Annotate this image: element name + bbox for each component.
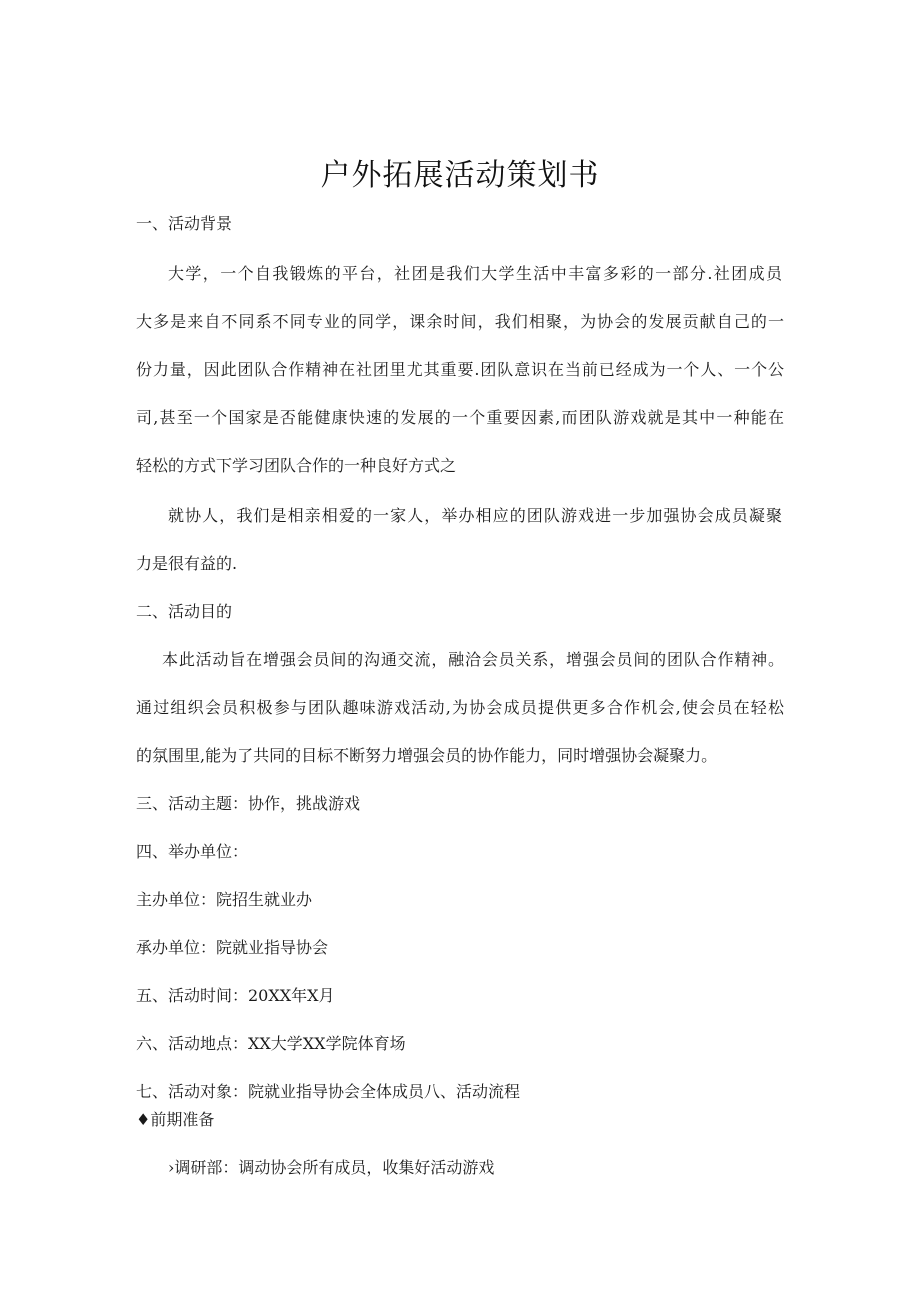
paragraph-line: 司,甚至一个国家是否能健康快速的发展的一个重要因素,而团队游戏就是其中一种能在 bbox=[136, 408, 784, 427]
host-unit: 主办单位：院招生就业办 bbox=[136, 890, 313, 909]
section-heading-organizer: 四、举办单位： bbox=[136, 842, 249, 861]
paragraph-line: 就协人，我们是相亲相爱的一家人，举办相应的团队游戏进一步加强协会成员凝聚 bbox=[168, 506, 782, 525]
research-item: ›调研部：调动协会所有成员，收集好活动游戏 bbox=[168, 1158, 495, 1177]
prep-bullet: ♦前期准备 bbox=[136, 1110, 215, 1129]
section-heading-background: 一、活动背景 bbox=[136, 214, 233, 233]
activity-time: 五、活动时间：20XX年X月 bbox=[136, 986, 335, 1005]
activity-place: 六、活动地点：XX大学XX学院体育场 bbox=[136, 1034, 406, 1053]
paragraph-line: 轻松的方式下学习团队合作的一种良好方式之 bbox=[136, 456, 457, 475]
page-title: 户外拓展活动策划书 bbox=[320, 158, 600, 193]
paragraph-line: 通过组织会员积极参与团队趣味游戏活动,为协会成员提供更多合作机会,使会员在轻松 bbox=[136, 698, 784, 717]
paragraph-line: 份力量，因此团队合作精神在社团里尤其重要.团队意识在当前已经成为一个人、一个公 bbox=[136, 360, 784, 379]
paragraph-line: 本此活动旨在增强会员间的沟通交流，融洽会员关系，增强会员间的团队合作精神。 bbox=[162, 650, 784, 669]
section-heading-purpose: 二、活动目的 bbox=[136, 602, 233, 621]
activity-theme: 三、活动主题：协作，挑战游戏 bbox=[136, 794, 361, 813]
co-host-unit: 承办单位：院就业指导协会 bbox=[136, 938, 329, 957]
paragraph-line: 力是很有益的. bbox=[136, 554, 238, 573]
paragraph-line: 大学，一个自我锻炼的平台，社团是我们大学生活中丰富多彩的一部分.社团成员 bbox=[168, 264, 782, 283]
paragraph-line: 的氛围里,能为了共同的目标不断努力增强会员的协作能力，同时增强协会凝聚力。 bbox=[136, 746, 718, 765]
activity-target: 七、活动对象：院就业指导协会全体成员八、活动流程 bbox=[136, 1082, 521, 1101]
paragraph-line: 大多是来自不同系不同专业的同学，课余时间，我们相聚，为协会的发展贡献自己的一 bbox=[136, 312, 784, 331]
